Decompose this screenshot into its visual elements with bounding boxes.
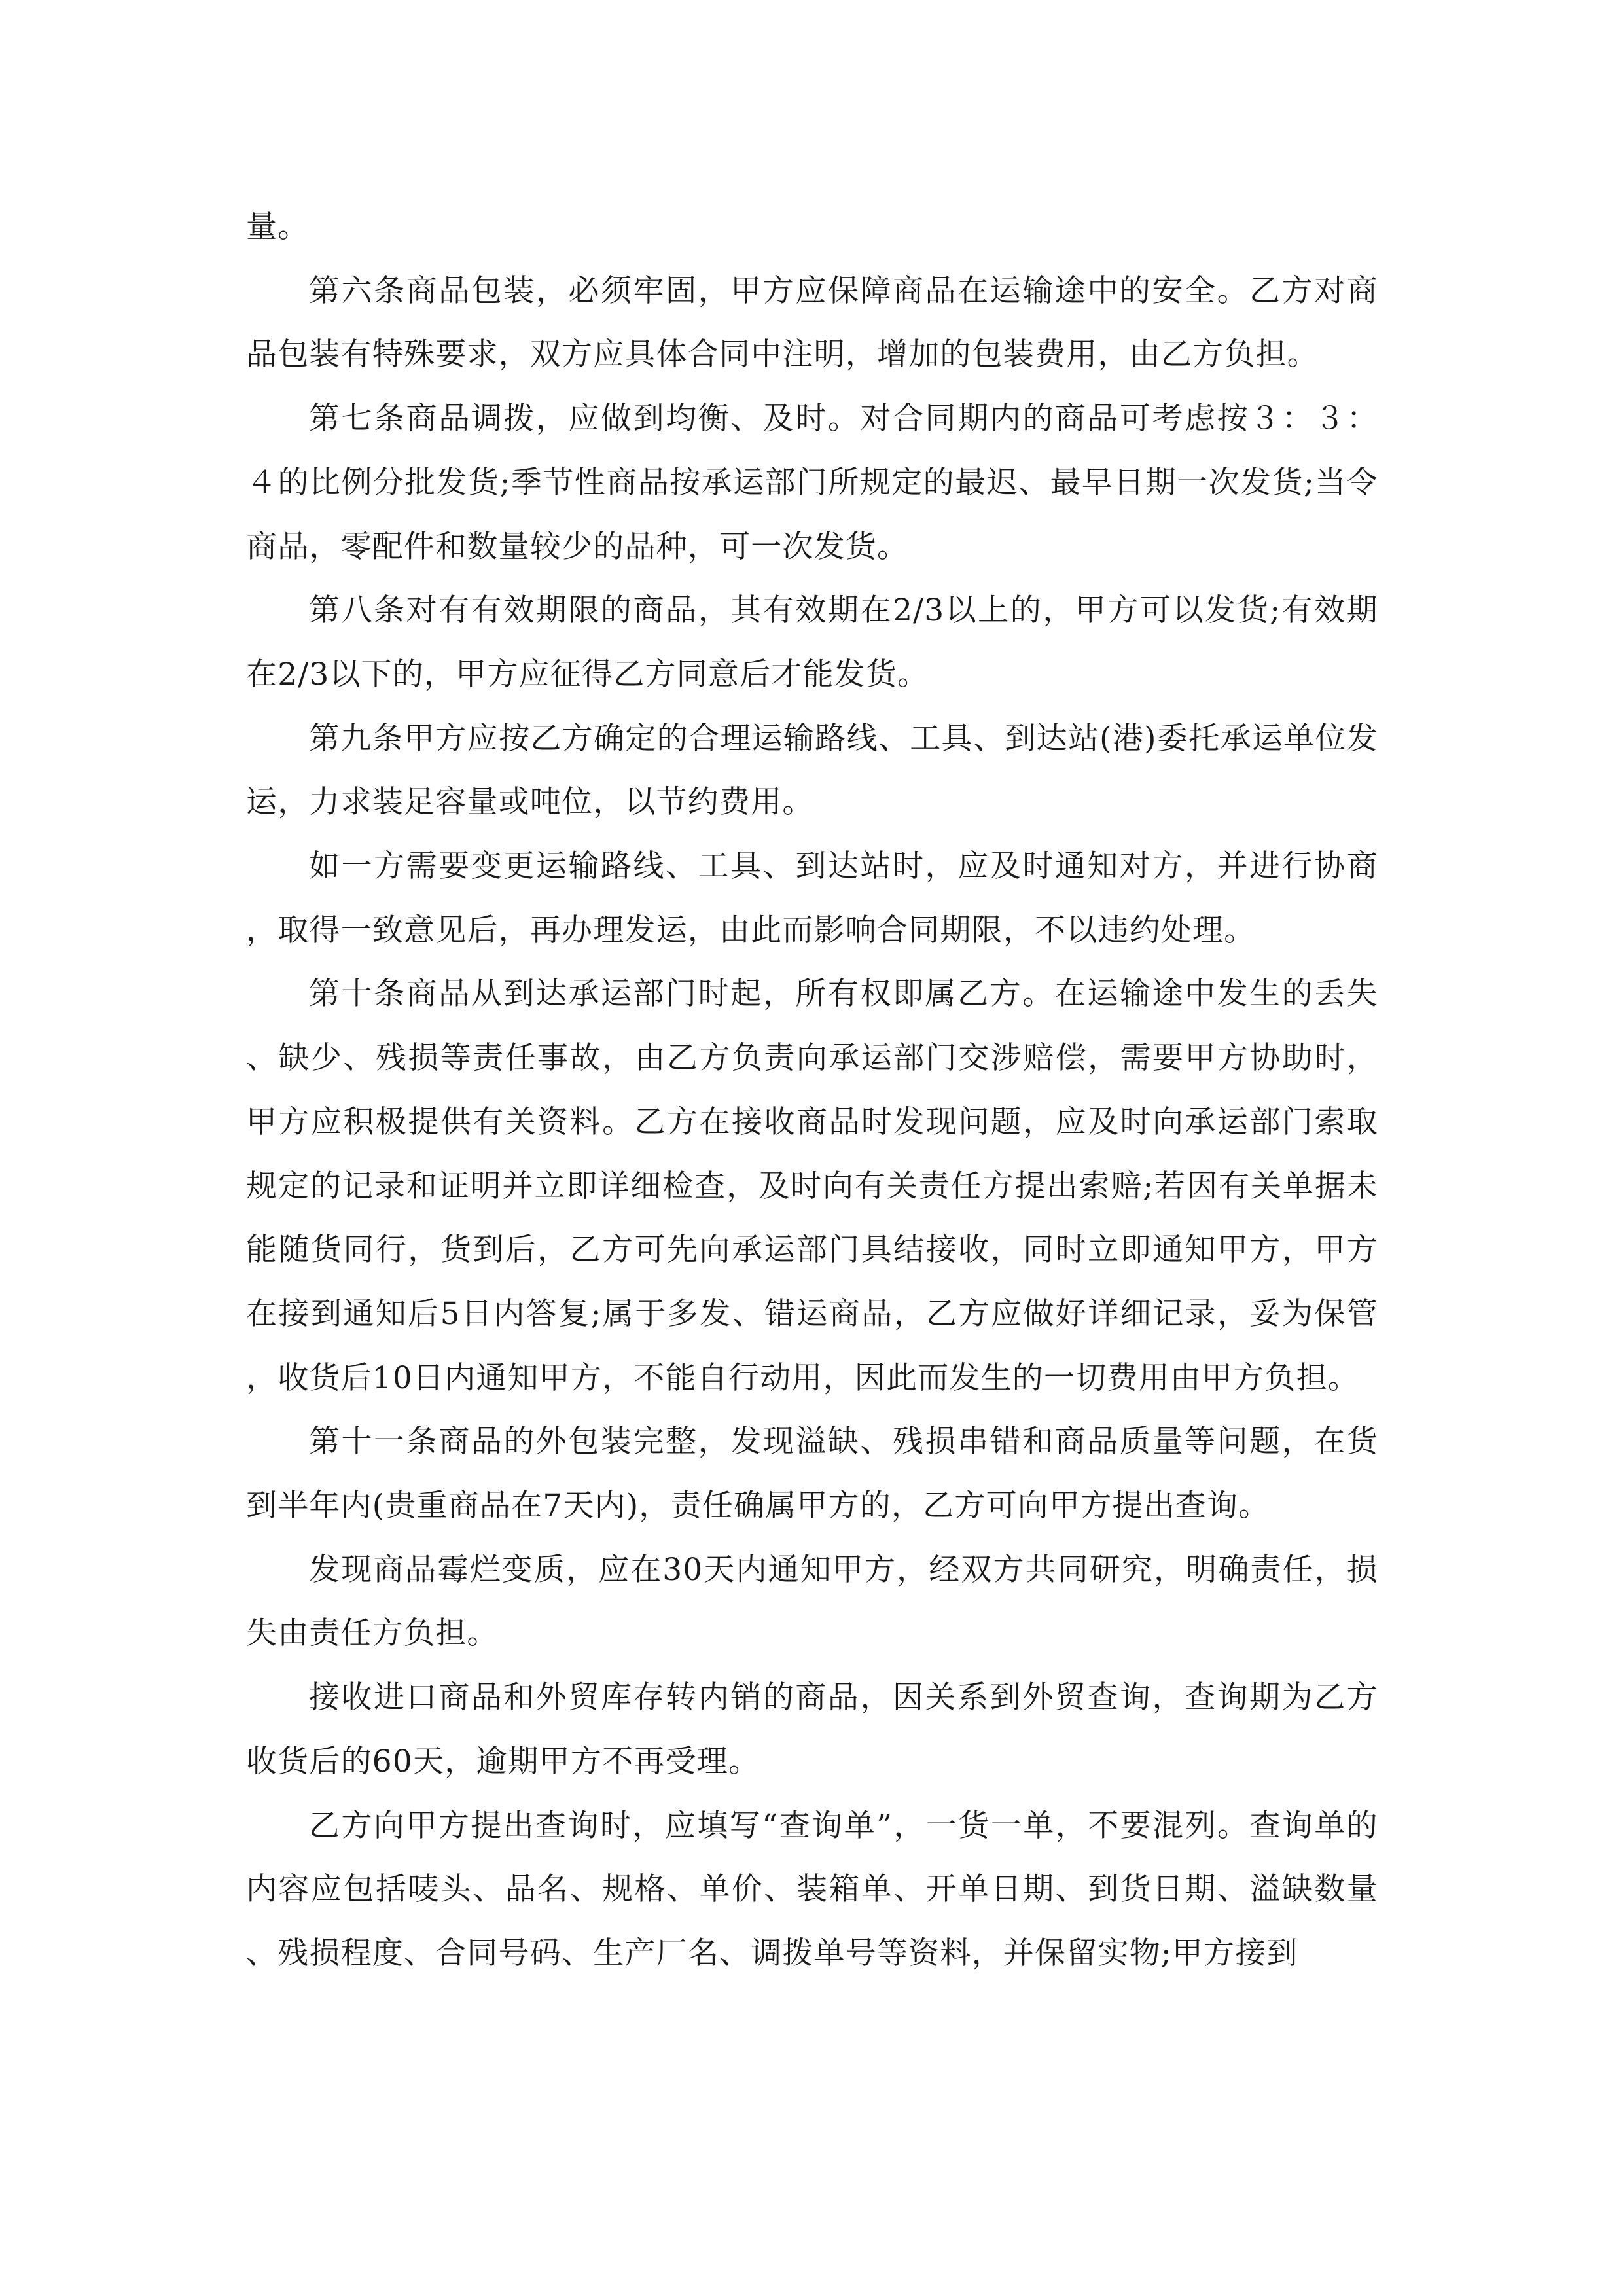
paragraph-article-7: 第七条商品调拨，应做到均衡、及时。对合同期内的商品可考虑按３：３：４的比例分批发货;季节性商品按承运部门所规定的最迟、最早日期一次发货;当令商品，零配件和数量较少的品种，可一次发货。 xyxy=(246,401,1378,565)
paragraph-import-goods: 接收进口商品和外贸库存转内销的商品，因关系到外贸查询，查询期为乙方收货后的60天，逾期甲方不再受理。 xyxy=(246,1679,1378,1780)
paragraph-route-change: 如一方需要变更运输路线、工具、到达站时，应及时通知对方，并进行协商，取得一致意见后，再办理发运，由此而影响合同期限，不以违约处理。 xyxy=(246,848,1378,948)
document-page xyxy=(246,195,1378,1986)
paragraph-continuation: 量。 xyxy=(246,209,310,245)
paragraph-article-9: 第九条甲方应按乙方确定的合理运输路线、工具、到达站(港)委托承运单位发运，力求装足容量或吨位，以节约费用。 xyxy=(246,720,1378,821)
paragraph-article-6: 第六条商品包装，必须牢固，甲方应保障商品在运输途中的安全。乙方对商品包装有特殊要求，双方应具体合同中注明，增加的包装费用，由乙方负担。 xyxy=(246,272,1378,373)
paragraph-inquiry-form: 乙方向甲方提出查询时，应填写“查询单”，一货一单，不要混列。查询单的内容应包括唛头、品名、规格、单价、装箱单、开单日期、到货日期、溢缺数量、残损程度、合同号码、生产厂名、调拨单号等资料，并保留实物;甲方接到 xyxy=(246,1807,1378,1971)
paragraph-spoilage: 发现商品霉烂变质，应在30天内通知甲方，经双方共同研究，明确责任，损失由责任方负担。 xyxy=(246,1551,1378,1652)
paragraph-article-8: 第八条对有有效期限的商品，其有效期在2/3以上的，甲方可以发货;有效期在2/3以下的，甲方应征得乙方同意后才能发货。 xyxy=(246,592,1378,692)
paragraph-article-10: 第十条商品从到达承运部门时起，所有权即属乙方。在运输途中发生的丢失、缺少、残损等责任事故，由乙方负责向承运部门交涉赔偿，需要甲方协助时，甲方应积极提供有关资料。乙方在接收商品时发现问题，应及时向承运部门索取规定的记录和证明并立即详细检查，及时向有关责任方提出索赔;若因有关单据未能随货同行，货到后，乙方可先向承运部门具结接收，同时立即通知甲方，甲方在接到通知后5日内答复;属于多发、错运商品，乙方应做好详细记录，妥为保管，收货后10日内通知甲方，不能自行动用，因此而发生的一切费用由甲方负担。 xyxy=(246,976,1378,1396)
paragraph-article-11: 第十一条商品的外包装完整，发现溢缺、残损串错和商品质量等问题，在货到半年内(贵重商品在7天内)，责任确属甲方的，乙方可向甲方提出查询。 xyxy=(246,1424,1378,1524)
